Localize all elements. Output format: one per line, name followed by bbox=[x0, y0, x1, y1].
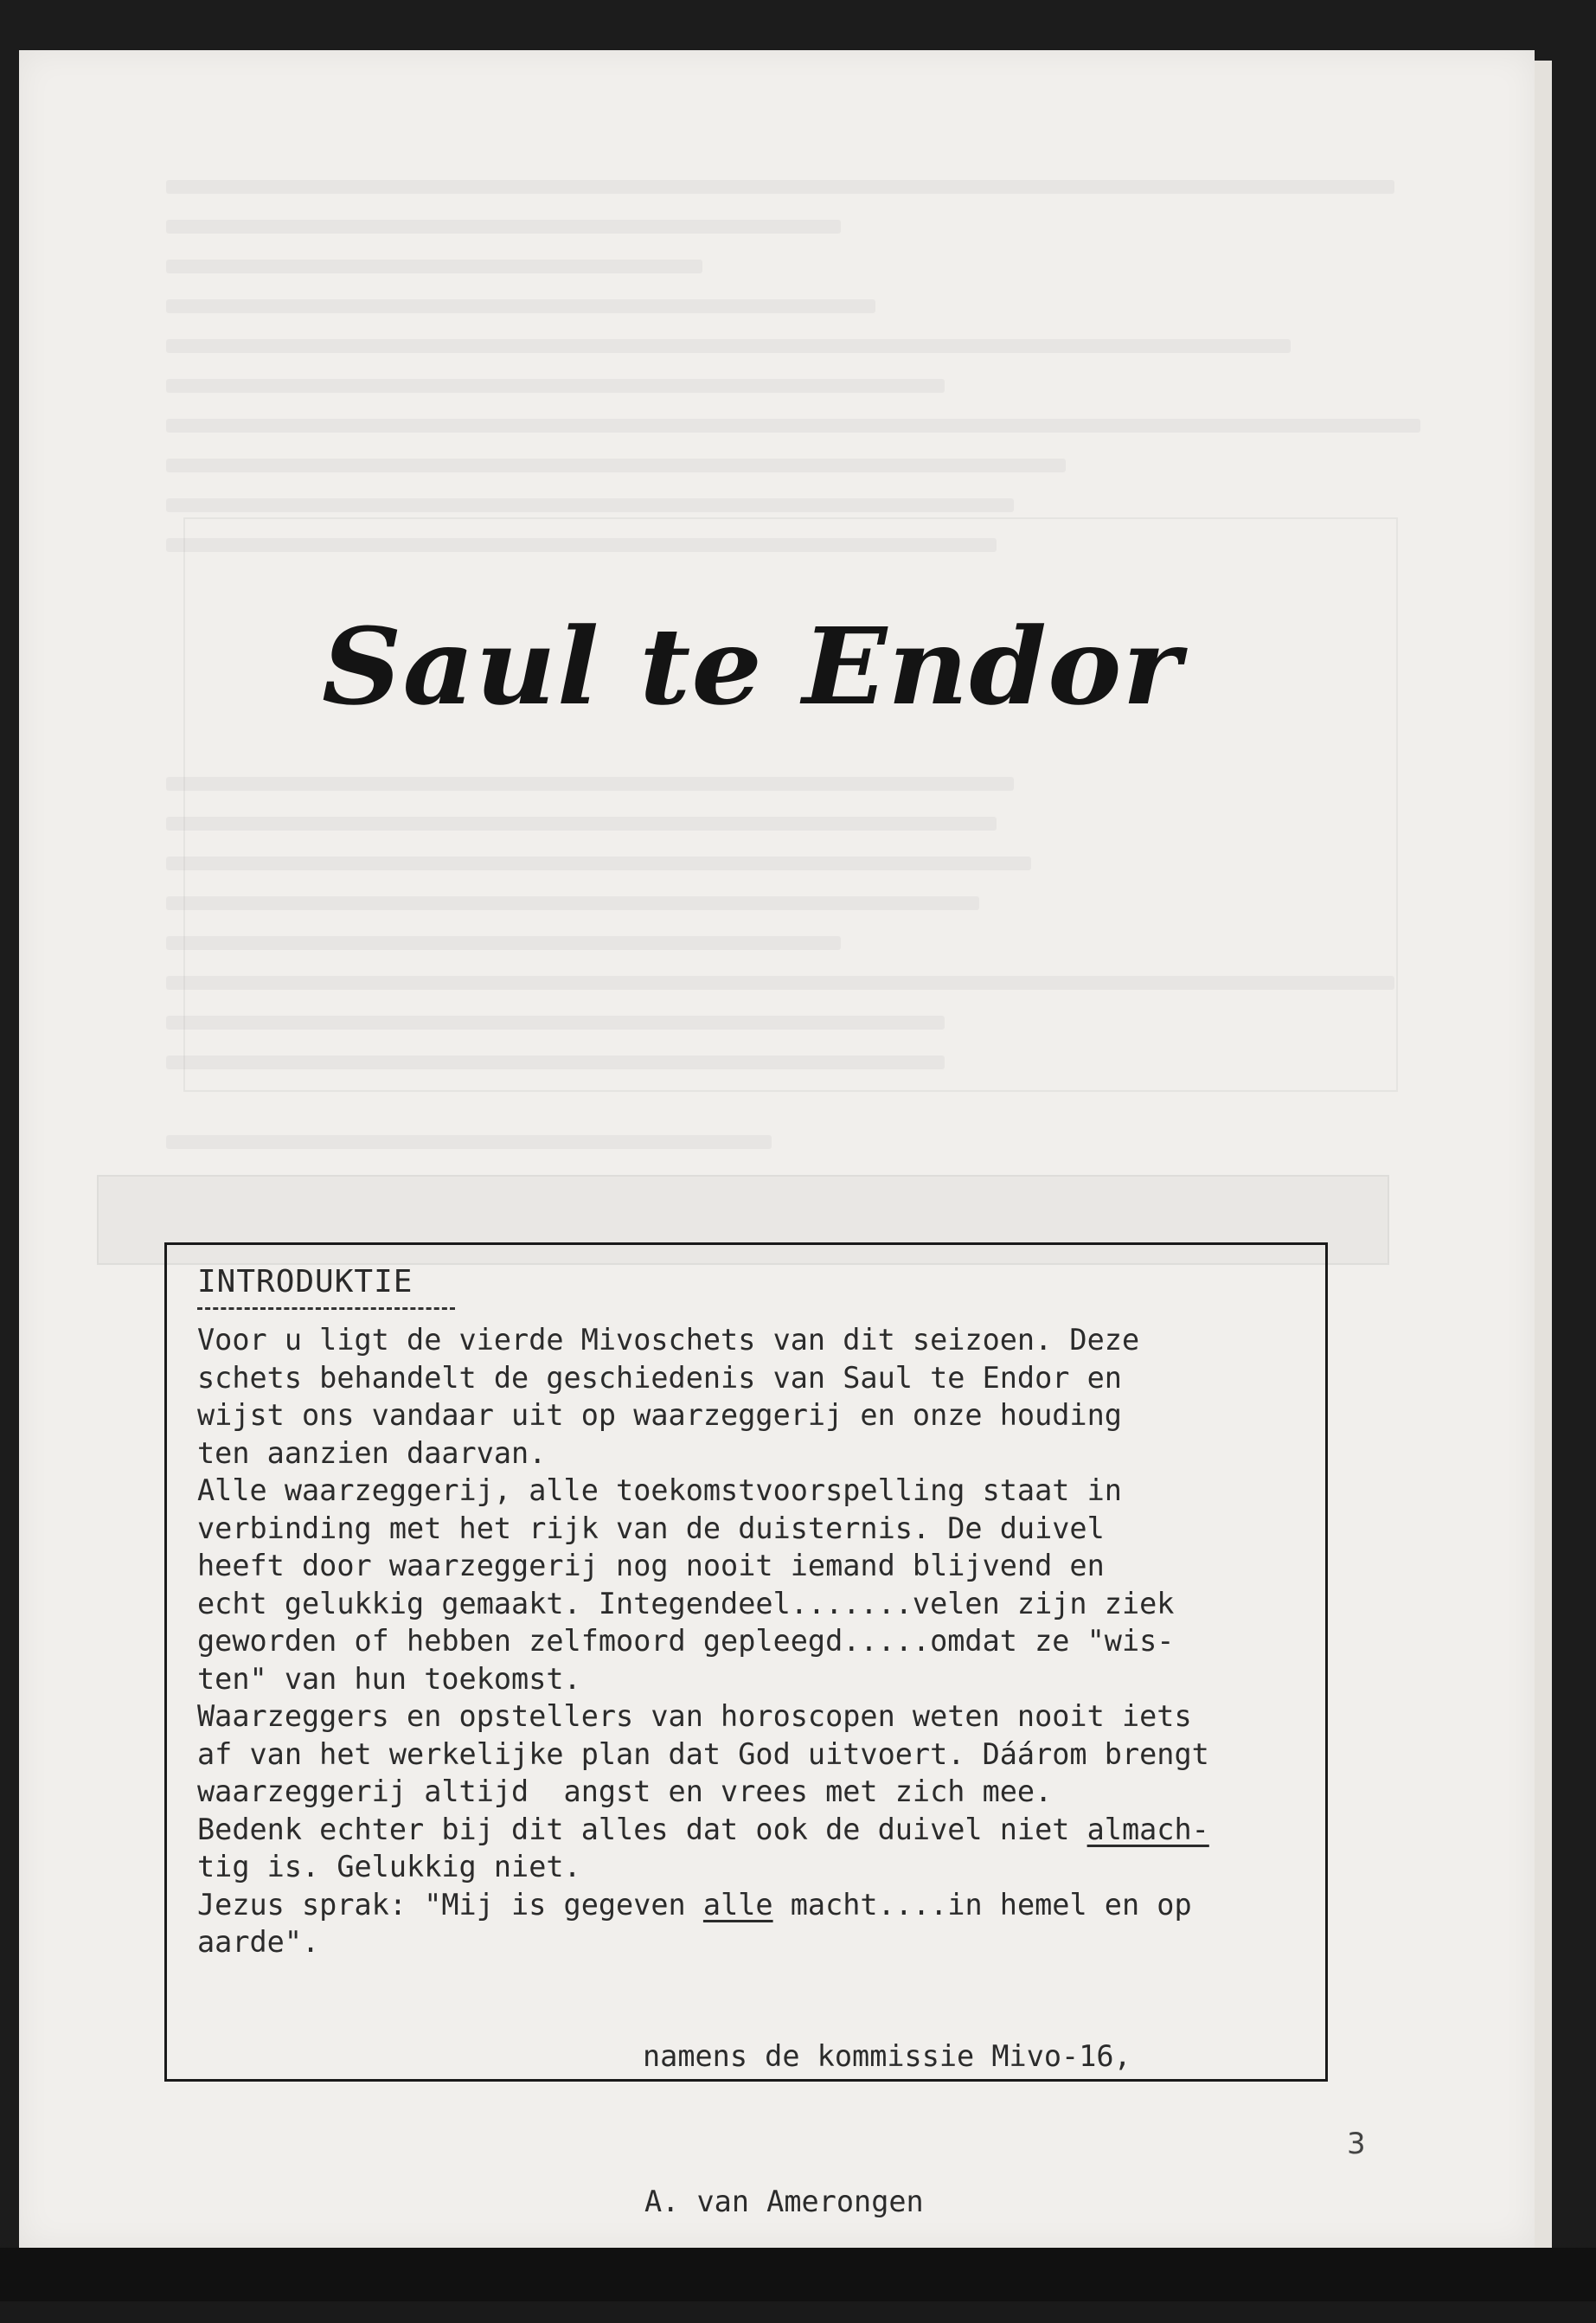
text-line bbox=[197, 1321, 1313, 1359]
text-line bbox=[197, 1622, 1313, 1660]
text-line bbox=[197, 1472, 1313, 1510]
text-line bbox=[197, 1510, 1313, 1548]
text-segment: heeft door waarzeggerij nog nooit iemand blijvend en bbox=[197, 1549, 1105, 1582]
underlined-word: almach- bbox=[1086, 1812, 1209, 1846]
text-line bbox=[197, 1773, 1313, 1811]
introduction-heading: INTRODUKTIE bbox=[197, 1264, 413, 1299]
text-segment: Alle waarzeggerij, alle toekomstvoorspelling staat in bbox=[197, 1473, 1122, 1507]
signature-author: A. van Amerongen bbox=[644, 2185, 924, 2218]
text-segment: Voor u ligt de vierde Mivoschets van dit seizoen. Deze bbox=[197, 1323, 1140, 1357]
text-segment: ten" van hun toekomst. bbox=[197, 1661, 581, 1696]
text-line bbox=[197, 1359, 1313, 1397]
text-segment: wijst ons vandaar uit op waarzeggerij en onze houding bbox=[197, 1398, 1122, 1432]
text-segment: Bedenk echter bij dit alles dat ook de duivel niet bbox=[197, 1812, 1087, 1846]
text-line bbox=[197, 1736, 1313, 1774]
document-page bbox=[19, 50, 1535, 2248]
underlined-word: alle bbox=[702, 1887, 773, 1922]
page-title: Saul te Endor bbox=[322, 604, 1183, 728]
text-line bbox=[197, 1396, 1313, 1434]
text-segment: ten aanzien daarvan. bbox=[197, 1435, 547, 1470]
text-segment: aarde". bbox=[197, 1925, 320, 1959]
text-line bbox=[197, 1886, 1313, 1924]
text-segment: Jezus sprak: "Mij is gegeven bbox=[197, 1887, 703, 1922]
text-line bbox=[197, 1547, 1313, 1585]
scan-bottom-edge bbox=[0, 2248, 1596, 2301]
introduction-box bbox=[164, 1242, 1328, 2218]
text-segment: af van het werkelijke plan dat God uitvoert. Dáárom brengt bbox=[197, 1736, 1209, 1771]
text-segment: tig is. Gelukkig niet. bbox=[197, 1850, 581, 1883]
text-line bbox=[197, 1660, 1313, 1698]
signature-committee: namens de kommissie Mivo-16, bbox=[643, 2039, 1131, 2073]
heading-dashed-underline bbox=[197, 1307, 455, 1310]
text-segment: geworden of hebben zelfmoord gepleegd.....omdat ze "wis- bbox=[197, 1624, 1175, 1658]
text-line bbox=[197, 1585, 1313, 1623]
page-number: 3 bbox=[1347, 2127, 1366, 2161]
introduction-text bbox=[197, 1321, 1313, 1961]
text-line bbox=[197, 1811, 1313, 1849]
text-line bbox=[197, 1697, 1313, 1736]
text-segment: schets behandelt de geschiedenis van Saul te Endor en bbox=[197, 1360, 1122, 1395]
text-segment: echt gelukkig gemaakt. Integendeel.......velen zijn ziek bbox=[197, 1586, 1175, 1620]
text-line bbox=[197, 1848, 1313, 1886]
text-segment: macht....in hemel en op bbox=[772, 1887, 1192, 1922]
text-segment: Waarzeggers en opstellers van horoscopen weten nooit iets bbox=[197, 1699, 1192, 1733]
text-line bbox=[197, 1434, 1313, 1473]
text-segment: verbinding met het rijk van de duisternis. De duivel bbox=[197, 1511, 1105, 1545]
text-segment: waarzeggerij altijd angst en vrees met zich mee. bbox=[197, 1774, 1053, 1808]
